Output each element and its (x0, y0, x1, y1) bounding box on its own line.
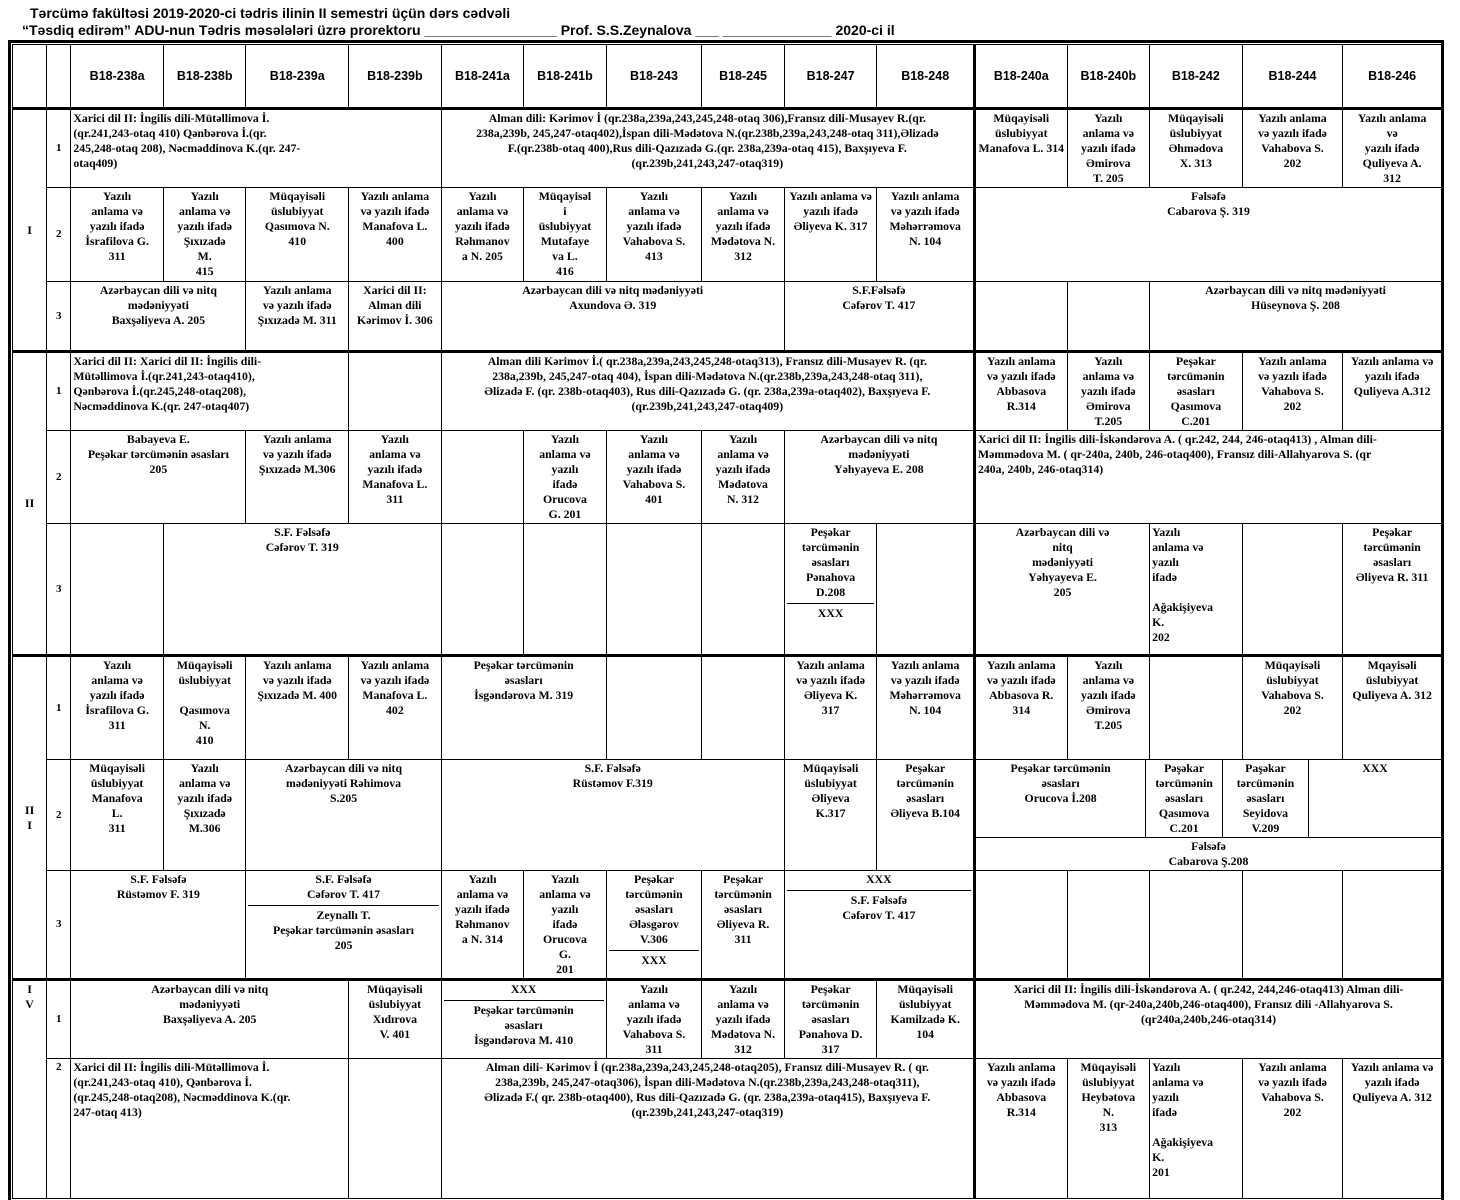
lesson-cell: Peşəkar tərcümənin əsasları Əliyeva R. 311 (702, 871, 785, 980)
lesson-cell (784, 524, 877, 656)
lesson-cell: Pəşəkar tərcümənin əsasları Qasımova C.201 (1146, 760, 1223, 838)
day1-pair3-row (13, 282, 1442, 352)
pair-number: 3 (47, 524, 71, 656)
day3-pair2-row (13, 760, 1442, 871)
group-header: B18-241b (524, 45, 607, 109)
lesson-cell: Müqayisəli üslubiyyat Kamilzadə K. 104 (877, 980, 975, 1059)
empty-cell (877, 524, 975, 656)
lesson-cell: Yazılı anlama və yazılı ifadə Mədətova N. 312 (702, 188, 785, 282)
lesson-cell: Yazılı anlama və yazılı ifadə Rəhmanov a N. 205 (441, 188, 524, 282)
group-header: B18-240a (974, 45, 1067, 109)
empty-cell (1067, 282, 1150, 352)
lesson-cell: Müqayisəli üslubiyyat Əliyeva K.317 (784, 760, 877, 871)
day1-pair1-row (13, 109, 1442, 188)
group-header: B18-246 (1343, 45, 1442, 109)
lesson-cell: Yazılı anlama və yazılı ifadə Şıxızadə M. 311 (246, 282, 349, 352)
lesson-cell: Mqayisəli üslubiyyat Quliyeva A. 312 (1343, 656, 1442, 760)
lesson-cell: Xarici dil II: İngilis dili-Mütəllimova İ. (qr.241,243-otaq 410), Qənbərova İ. (qr.245,248-otaq208), Nəcməddinova K.(qr. 247-otaq 413) (71, 1059, 349, 1199)
lesson-cell: Azərbaycan dili və nitq mədəniyyəti Rəhimova S.205 (246, 760, 441, 871)
lesson-cell: Azərbaycan dili və nitq mədəniyyəti Yəhyayeva E. 205 (974, 524, 1149, 656)
group-header: B18-245 (702, 45, 785, 109)
empty-cell (974, 282, 1067, 352)
lesson-cell: Yazılı anlama və yazılı ifadə Quliyeva A.312 (1343, 352, 1442, 431)
lesson-cell: Yazılı anlama və yazılı ifadə Manafova L. 311 (349, 431, 442, 524)
lesson-cell: Yazılı anlama və yazılı ifadə Vahabova S. 311 (606, 980, 702, 1059)
day3-pair3-row (13, 871, 1442, 980)
lesson-cell: Müqayisəli üslubiyyat Əhmədova X. 313 (1150, 109, 1243, 188)
xxx-marker: XXX (510, 982, 537, 996)
lesson-cell: Alman dili Kərimov İ.( qr.238a,239a,243,245,248-otaq313), Fransız dili-Musayev R. (qr. 238a,239b, 245,247-otaq 404), İspan dili-Mədətova N.(qr.238b,239a,243,248-otaq 311), Əlizadə F. (qr. 238b-otaq403), Rus dili-Qazızadə G. (qr. 238a,239a-otaq402), Baxşıyeva F. (qr.239b,241,243,247-otaq409) (441, 352, 974, 431)
day2-pair2-row (13, 431, 1442, 524)
lesson-cell: Müqayisəli üslubiyyat Manafova L. 311 (71, 760, 164, 871)
empty-cell (1242, 524, 1343, 656)
day2-pair3-row (13, 524, 1442, 656)
group-header: B18-240b (1067, 45, 1150, 109)
empty-cell (441, 524, 524, 656)
lesson-cell: Peşəkar tərcümənin əsasları Pənahova D. 317 (784, 980, 877, 1059)
group-header: B18-244 (1242, 45, 1343, 109)
lesson-cell: Xarici dil II: İngilis dili-İskəndərova A. ( qr.242, 244, 246-otaq413) , Alman dili- Məmmədova M. ( qr-240a, 240b, 246-otaq400), Fransız dili-Allahyarova S. (qr 240a, 240b, 246-otaq314) (974, 431, 1441, 524)
lesson-cell: Yazılı anlama və yazılı ifadə Məhərrəmova N. 104 (877, 656, 975, 760)
lesson-cell: Müqayisəli üslubiyyat Qasımova N. 410 (246, 188, 349, 282)
lesson-cell: Yazılı anlama və yazılı ifadə Mədətova N. 312 (702, 431, 785, 524)
lesson-text: S.F. Fəlsəfə Cəfərov T. 417 (787, 890, 971, 923)
lesson-cell: Yazılı anlama və yazılı ifadə Rəhmanov a N. 314 (441, 871, 524, 980)
empty-cell (974, 871, 1067, 980)
empty-cell (349, 1059, 442, 1199)
lesson-cell: Müqayisəl i üslubiyyat Mutafaye va L. 416 (524, 188, 607, 282)
lesson-cell: S.F. Fəlsəfə Cəfərov T. 319 (163, 524, 441, 656)
lesson-cell: Yazılı anlama və yazılı ifadə Əliyeva K. 317 (784, 656, 877, 760)
lesson-cell: Yazılı anlama və yazılı ifadə Şıxızadə M. 415 (163, 188, 246, 282)
lesson-cell: Fəlsəfə Cabarova Ş. 319 (974, 188, 1441, 282)
pair-number: 3 (47, 282, 71, 352)
lesson-split-cell (974, 760, 1441, 871)
empty-cell (1150, 871, 1243, 980)
lesson-cell: Yazılı anlama və yazılı ifadə Şıxızadə M.306 (246, 431, 349, 524)
group-header: B18-241a (441, 45, 524, 109)
empty-cell (524, 524, 607, 656)
day-label: I V (13, 980, 47, 1199)
lesson-cell: Peşəkar tərcümənin əsasları Qasımova C.201 (1150, 352, 1243, 431)
empty-cell (1242, 871, 1343, 980)
lesson-cell: Müqayisəli üslubiyyat Heybətova N. 313 (1067, 1059, 1150, 1199)
corner-pair (47, 45, 71, 109)
pair-number: 2 (47, 431, 71, 524)
lesson-cell: Yazılı anlama və yazılı ifadə Vahabova S. 401 (606, 431, 702, 524)
lesson-cell: Müqayisəli üslubiyyat Xıdırova V. 401 (349, 980, 442, 1059)
empty-cell (349, 352, 442, 431)
lesson-cell: Alman dili- Kərimov İ (qr.238a,239a,243,245,248-otaq205), Fransız dili-Musayev R. ( qr. 238a,239b, 245,247-otaq306), İspan dili-Mədətova N.(qr.238b,239a,243,248-otaq311), Əlizadə F.( qr. 238b-otaq400), Rus dili-Qazızadə G. (qr. 238a,239a-otaq415), Baxşıyeva F. (qr.239b,241,243,247-otaq319) (441, 1059, 974, 1199)
lesson-cell: Yazılı anlama və yazılı ifadə Manafova L. 400 (349, 188, 442, 282)
header-row (13, 45, 1442, 109)
lesson-cell: Babayeva E. Peşəkar tərcümənin əsasları 205 (71, 431, 246, 524)
empty-cell (1067, 871, 1150, 980)
lesson-cell: Azərbaycan dili və nitq mədəniyyəti Axundova Ə. 319 (441, 282, 784, 352)
lesson-cell: Peşəkar tərcümənin əsasları Orucova İ.208 (976, 760, 1146, 838)
lesson-cell: S.F.Fəlsəfə Cəfərov T. 417 (784, 282, 974, 352)
lesson-cell: Yazılı anlama və yazılı ifadə Orucova G. 201 (524, 431, 607, 524)
empty-cell (702, 656, 785, 760)
empty-cell (71, 524, 164, 656)
lesson-cell: Müqayisəli üslubiyyat Vahabova S. 202 (1242, 656, 1343, 760)
lesson-cell: Yazılı anlama və yazılı ifadə Əmirova T. 205 (1067, 109, 1150, 188)
pair-number: 1 (47, 109, 71, 188)
lesson-cell: Peşəkar tərcümənin əsasları Əliyeva R. 311 (1343, 524, 1442, 656)
lesson-cell: Yazılı anlama və yazılı ifadə Məhərrəmova N. 104 (877, 188, 975, 282)
split-table (976, 760, 1441, 870)
xxx-marker: XXX (787, 603, 875, 621)
lesson-text: Peşəkar tərcümənin əsasları Pənahova D.208 (801, 525, 860, 599)
lesson-cell: Yazılı anlama və yazılı ifadə Quliyeva A. 312 (1343, 1059, 1442, 1199)
lesson-cell: Yazılı anlama və yazılı ifadə Orucova G. 201 (524, 871, 607, 980)
group-header: B18-243 (606, 45, 702, 109)
lesson-text: Peşəkar tərcümənin əsasları Ələsgərov V.306 (625, 872, 683, 946)
lesson-cell: Alman dili: Kərimov İ (qr.238a,239a,243,245,248-otaq 306),Fransız dili-Musayev R.(qr. 238a,239b, 245,247-otaq402),İspan dili-Mədətova N.(qr.238b,239a,243,248-otaq 311),Əlizadə F.(qr.238b-otaq 400),Rus dili-Qazızadə G.(qr. 238a,239a-otaq 415), Baxşıyeva F. (qr.239b,241,243,247-otaq319) (441, 109, 974, 188)
pair-number: 2 (47, 760, 71, 871)
pair-number: 1 (47, 352, 71, 431)
day3-pair1-row (13, 656, 1442, 760)
group-header: B18-242 (1150, 45, 1243, 109)
lesson-cell: Peşəkar tərcümənin əsasları Əliyeva B.104 (877, 760, 975, 871)
lesson-cell: Xarici dil II: Xarici dil II: İngilis dili- Mütəllimova İ.(qr.241,243-otaq410), Qənbərova İ.(qr.245,248-otaq208), Nəcməddinova K.(qr. 247-otaq407) (71, 352, 349, 431)
pair-number: 1 (47, 980, 71, 1059)
empty-cell (606, 656, 702, 760)
day-label: I (13, 109, 47, 352)
lesson-cell: Yazılı anlama və yazılı ifadə Vahabova S. 202 (1242, 352, 1343, 431)
group-header: B18-248 (877, 45, 975, 109)
lesson-cell: Yazılı anlama və yazılı ifadə Əliyeva K. 317 (784, 188, 877, 282)
schedule-title: Tərcümə fakültəsi 2019-2020-ci tədris ilinin II semestri üçün dərs cədvəli (30, 5, 511, 21)
lesson-cell (441, 980, 606, 1059)
group-header: B18-238a (71, 45, 164, 109)
lesson-cell: Yazılı anlama və yazılı ifadə Abbasova R.314 (974, 352, 1067, 431)
pair-number: 3 (47, 871, 71, 980)
group-header: B18-239b (349, 45, 442, 109)
xxx-marker: XXX (866, 872, 892, 886)
lesson-cell: Yazılı anlama və yazılı ifadə Abbasova R. 314 (974, 656, 1067, 760)
group-header: B18-247 (784, 45, 877, 109)
lesson-cell: Paşəkar tərcümənin əsasları Seyidova V.209 (1222, 760, 1308, 838)
day-label: II (13, 352, 47, 656)
empty-cell (702, 524, 785, 656)
corner-day (13, 45, 47, 109)
day1-pair2-row (13, 188, 1442, 282)
day2-pair1-row (13, 352, 1442, 431)
approval-line: “Təsdiq edirəm” ADU-nun Tədris məsələləri üzrə prorektoru _________________ Prof. S.S.Zeynalova ___ ______________ 2020-ci il (22, 22, 895, 38)
empty-cell (606, 524, 702, 656)
empty-cell (1150, 656, 1243, 760)
lesson-cell: Yazılı anlama və yazılı ifadə İsrafilova G. 311 (71, 656, 164, 760)
lesson-cell (606, 871, 702, 980)
lesson-cell: Azərbaycan dili və nitq mədəniyyəti Yəhyayeva E. 208 (784, 431, 974, 524)
lesson-cell: Yazılı anlama və yazılı ifadə Ağakişiyeva K. 201 (1150, 1059, 1243, 1199)
lesson-cell: Azərbaycan dili və nitq mədəniyyəti Hüseynova Ş. 208 (1150, 282, 1442, 352)
lesson-cell: Yazılı anlama və yazılı ifadə Quliyeva A. 312 (1343, 109, 1442, 188)
xxx-marker: XXX (609, 950, 700, 968)
lesson-cell: Yazılı anlama və yazılı ifadə Vahabova S. 202 (1242, 109, 1343, 188)
lesson-cell: Yazılı anlama və yazılı ifadə Vahabova S. 202 (1242, 1059, 1343, 1199)
schedule-table (12, 44, 1442, 1199)
lesson-cell (784, 871, 974, 980)
lesson-text: Zeynallı T. Peşəkar tərcümənin əsasları 205 (248, 905, 438, 953)
lesson-cell: S.F. Fəlsəfə Rüstəmov F.319 (441, 760, 784, 871)
pair-number: 2 (47, 1059, 71, 1199)
lesson-text: Peşəkar tərcümənin əsasları İsgəndərova M. 410 (444, 1000, 604, 1048)
lesson-cell: Yazılı anlama və yazılı ifadə Mədətova N. 312 (702, 980, 785, 1059)
lesson-cell: Müqayisəli üslubiyyat Manafova L. 314 (974, 109, 1067, 188)
lesson-cell: Azərbaycan dili və nitq mədəniyyəti Baxşəliyeva A. 205 (71, 282, 246, 352)
lesson-cell: Yazılı anlama və yazılı ifadə Əmirova T.205 (1067, 352, 1150, 431)
lesson-cell: S.F. Fəlsəfə Rüstəmov F. 319 (71, 871, 246, 980)
pair-number: 2 (47, 188, 71, 282)
lesson-cell: Yazılı anlama və yazılı ifadə Vahabova S. 413 (606, 188, 702, 282)
empty-cell (1343, 871, 1442, 980)
lesson-cell: Fəlsəfə Cabarova Ş.208 (976, 838, 1441, 871)
lesson-text: S.F. Fəlsəfə Cəfərov T. 417 (307, 872, 381, 901)
lesson-cell: Xarici dil II: İngilis dili-Mütəllimova İ. (qr.241,243-otaq 410) Qənbərova İ.(qr. 245,248-otaq 208), Nəcməddinova K.(qr. 247- otaq409) (71, 109, 441, 188)
pair-number: 1 (47, 656, 71, 760)
lesson-cell: XXX (1362, 761, 1388, 775)
day4-pair2-row (13, 1059, 1442, 1199)
lesson-cell: Xarici dil II: Alman dili Kərimov İ. 306 (349, 282, 442, 352)
lesson-cell (246, 871, 441, 980)
lesson-cell: Yazılı anlama və yazılı ifadə İsrafilova G. 311 (71, 188, 164, 282)
day4-pair1-row (13, 980, 1442, 1059)
group-header: B18-238b (163, 45, 246, 109)
lesson-cell: Yazılı anlama və yazılı ifadə Abbasova R.314 (974, 1059, 1067, 1199)
lesson-cell: Müqayisəli üslubiyyat Qasımova N. 410 (163, 656, 246, 760)
lesson-cell: Azərbaycan dili və nitq mədəniyyəti Baxşəliyeva A. 205 (71, 980, 349, 1059)
empty-cell (441, 431, 524, 524)
group-header: B18-239a (246, 45, 349, 109)
lesson-cell: Xarici dil II: İngilis dili-İskəndərova A. ( qr.242, 244,246-otaq413) Alman dili- Məmmədova M. (qr-240a,240b,246-otaq400), Fransız dili -Allahyarova S. (qr240a,240b,246-otaq314) (974, 980, 1441, 1059)
day-label: II I (13, 656, 47, 980)
lesson-cell: Yazılı anlama və yazılı ifadə Əmirova T.205 (1067, 656, 1150, 760)
lesson-cell: Peşəkar tərcümənin əsasları İsgəndərova M. 319 (441, 656, 606, 760)
lesson-cell: Yazılı anlama və yazılı ifadə Şıxızadə M.306 (163, 760, 246, 871)
lesson-cell: Yazılı anlama və yazılı ifadə Şıxızadə M. 400 (246, 656, 349, 760)
lesson-cell: Yazılı anlama və yazılı ifadə Ağakişiyeva K. 202 (1150, 524, 1243, 656)
lesson-cell: Yazılı anlama və yazılı ifadə Manafova L. 402 (349, 656, 442, 760)
